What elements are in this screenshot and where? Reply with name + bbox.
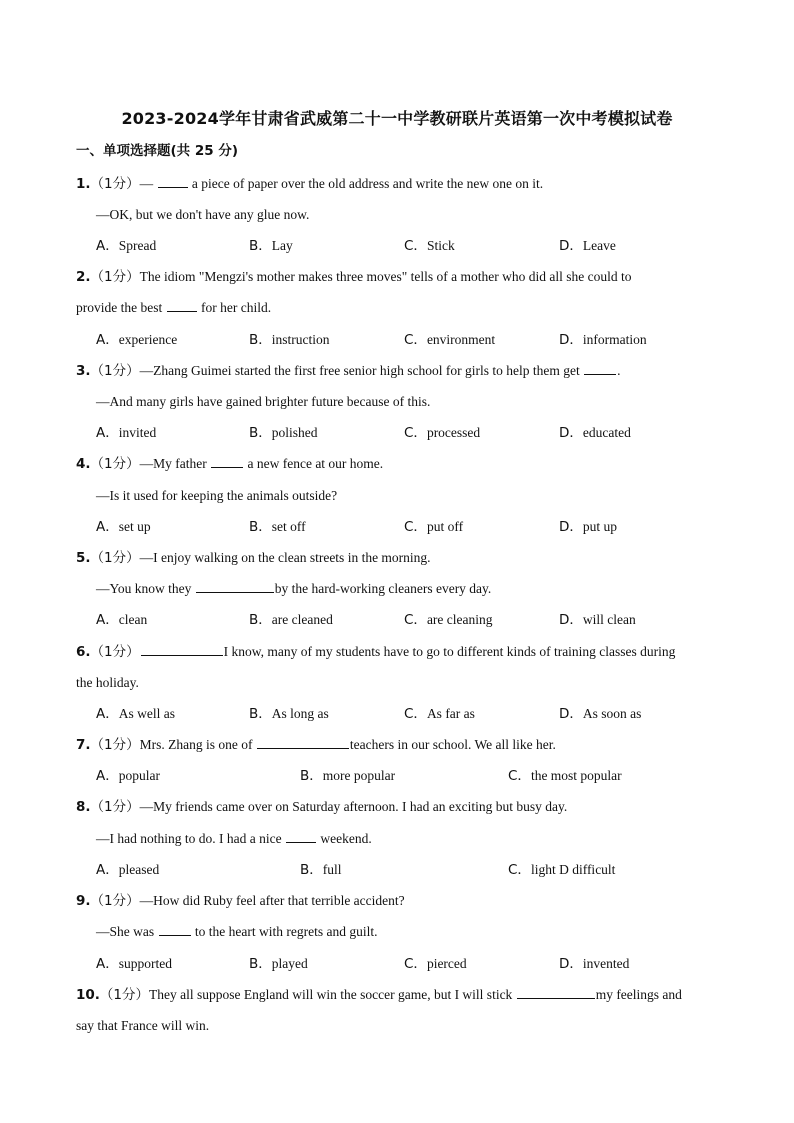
page-title: 2023-2024学年甘肃省武威第二十一中学教研联片英语第一次中考模拟试卷 bbox=[121, 109, 673, 128]
option-text: invited bbox=[118, 425, 157, 440]
option-text: more popular bbox=[322, 768, 396, 783]
option-text: processed bbox=[426, 425, 481, 440]
question-text: The idiom "Mengzi's mother makes three moves" tells of a mother who did all she could to bbox=[139, 269, 632, 284]
question-text: —I enjoy walking on the clean streets in the morning. bbox=[139, 550, 431, 565]
section-heading: 一、单项选择题(共 25 分) bbox=[76, 143, 239, 159]
option-text: popular bbox=[118, 768, 160, 783]
answer-option[interactable] bbox=[559, 331, 647, 349]
question-text: I know, many of my students have to go to different kinds of training classes during bbox=[223, 644, 676, 659]
question-text: the holiday. bbox=[76, 675, 139, 690]
question-line bbox=[96, 830, 372, 848]
option-letter: A． bbox=[96, 862, 119, 878]
answer-option[interactable] bbox=[300, 861, 342, 879]
question-score: （1分） bbox=[90, 456, 140, 472]
option-letter: C． bbox=[404, 519, 427, 535]
option-text: As far as bbox=[426, 706, 475, 721]
answer-blank[interactable] bbox=[257, 736, 349, 749]
answer-option[interactable] bbox=[404, 424, 480, 442]
question-text: —Zhang Guimei started the first free senior high school for girls to help them get bbox=[139, 363, 584, 378]
question-number: 10. bbox=[76, 987, 100, 1003]
question-line bbox=[96, 206, 309, 224]
question-text: —OK, but we don't have any glue now. bbox=[96, 207, 310, 222]
option-letter: D． bbox=[559, 519, 583, 535]
option-text: set up bbox=[118, 519, 151, 534]
question-line bbox=[76, 362, 621, 380]
question-number: 2. bbox=[76, 269, 91, 285]
answer-option[interactable] bbox=[559, 705, 641, 723]
answer-option[interactable] bbox=[559, 424, 631, 442]
option-text: full bbox=[322, 862, 342, 877]
question-text: provide the best bbox=[76, 300, 166, 315]
option-text: put off bbox=[426, 519, 464, 534]
option-letter: C． bbox=[404, 706, 427, 722]
answer-option[interactable] bbox=[249, 955, 308, 973]
option-letter: A． bbox=[96, 768, 119, 784]
option-text: set off bbox=[271, 519, 306, 534]
answer-blank[interactable] bbox=[211, 455, 243, 468]
question-line bbox=[76, 643, 675, 661]
question-text: —You know they bbox=[96, 581, 195, 596]
question-text: teachers in our school. We all like her. bbox=[349, 737, 556, 752]
answer-option[interactable] bbox=[96, 611, 147, 629]
option-letter: B． bbox=[249, 612, 272, 628]
question-text: for her child. bbox=[197, 300, 272, 315]
question-line bbox=[76, 299, 271, 317]
option-letter: D． bbox=[559, 706, 583, 722]
answer-option[interactable] bbox=[404, 705, 475, 723]
option-text: the most popular bbox=[530, 768, 622, 783]
option-text: environment bbox=[426, 332, 496, 347]
option-text: As well as bbox=[118, 706, 175, 721]
question-text: a new fence at our home. bbox=[244, 456, 384, 471]
question-line bbox=[76, 455, 383, 473]
answer-blank[interactable] bbox=[158, 175, 188, 188]
option-letter: A． bbox=[96, 956, 119, 972]
question-number: 4. bbox=[76, 456, 91, 472]
answer-option[interactable] bbox=[249, 331, 330, 349]
option-letter: B． bbox=[249, 519, 272, 535]
question-number: 7. bbox=[76, 737, 91, 753]
option-text: Spread bbox=[118, 238, 157, 253]
question-score: （1分） bbox=[90, 799, 140, 815]
question-score: （1分） bbox=[90, 893, 140, 909]
question-line bbox=[76, 892, 405, 910]
question-score: （1分） bbox=[99, 987, 150, 1003]
question-line bbox=[76, 175, 543, 193]
option-text: instruction bbox=[271, 332, 330, 347]
option-letter: A． bbox=[96, 425, 119, 441]
answer-option[interactable] bbox=[249, 705, 329, 723]
option-letter: C． bbox=[508, 768, 531, 784]
question-text: —I had nothing to do. I had a nice bbox=[96, 831, 285, 846]
question-line bbox=[76, 798, 567, 816]
question-text: —And many girls have gained brighter future because of this. bbox=[96, 394, 431, 409]
option-text: Lay bbox=[271, 238, 293, 253]
answer-option[interactable] bbox=[96, 767, 160, 785]
question-number: 6. bbox=[76, 644, 91, 660]
question-line bbox=[76, 549, 431, 567]
question-text: —She was bbox=[96, 924, 158, 939]
question-number: 9. bbox=[76, 893, 91, 909]
question-line bbox=[76, 1017, 209, 1035]
question-score: （1分） bbox=[90, 644, 140, 660]
option-letter: C． bbox=[404, 332, 427, 348]
option-text: Leave bbox=[582, 238, 616, 253]
answer-blank[interactable] bbox=[159, 923, 191, 936]
answer-option[interactable] bbox=[96, 518, 151, 536]
option-text: played bbox=[271, 956, 308, 971]
option-text: experience bbox=[118, 332, 178, 347]
option-letter: D． bbox=[559, 238, 583, 254]
option-letter: B． bbox=[249, 956, 272, 972]
answer-option[interactable] bbox=[300, 767, 395, 785]
answer-option[interactable] bbox=[96, 237, 156, 255]
option-letter: B． bbox=[249, 706, 272, 722]
answer-blank[interactable] bbox=[196, 580, 274, 593]
question-text: . bbox=[617, 363, 621, 378]
question-text: weekend. bbox=[316, 831, 372, 846]
option-text: Stick bbox=[426, 238, 455, 253]
option-text: supported bbox=[118, 956, 172, 971]
option-letter: D． bbox=[559, 332, 583, 348]
question-score: （1分） bbox=[90, 269, 140, 285]
answer-option[interactable] bbox=[559, 237, 616, 255]
question-score: （1分） bbox=[90, 550, 140, 566]
question-text: Mrs. Zhang is one of bbox=[139, 737, 256, 752]
option-text: put up bbox=[582, 519, 618, 534]
option-letter: A． bbox=[96, 519, 119, 535]
option-text: information bbox=[582, 332, 647, 347]
answer-option[interactable] bbox=[96, 705, 175, 723]
option-letter: A． bbox=[96, 238, 119, 254]
option-letter: B． bbox=[249, 332, 272, 348]
option-text: polished bbox=[271, 425, 318, 440]
question-text: —My friends came over on Saturday afternoon. I had an exciting but busy day. bbox=[139, 799, 568, 814]
question-text: —How did Ruby feel after that terrible accident? bbox=[139, 893, 405, 908]
answer-option[interactable] bbox=[508, 861, 615, 879]
answer-option[interactable] bbox=[508, 767, 622, 785]
question-line bbox=[76, 986, 682, 1004]
question-text: to the heart with regrets and guilt. bbox=[191, 924, 378, 939]
question-line bbox=[96, 487, 337, 505]
question-line bbox=[76, 674, 139, 692]
answer-option[interactable] bbox=[404, 237, 455, 255]
answer-option[interactable] bbox=[404, 518, 463, 536]
question-text: a piece of paper over the old address and write the new one on it. bbox=[188, 176, 544, 191]
option-letter: B． bbox=[249, 425, 272, 441]
question-line bbox=[96, 393, 430, 411]
question-text: —My father bbox=[139, 456, 211, 471]
question-score: （1分） bbox=[90, 737, 140, 753]
answer-option[interactable] bbox=[404, 955, 467, 973]
answer-option[interactable] bbox=[96, 331, 177, 349]
answer-option[interactable] bbox=[249, 424, 318, 442]
answer-option[interactable] bbox=[404, 331, 495, 349]
option-text: clean bbox=[118, 612, 148, 627]
option-letter: B． bbox=[249, 238, 272, 254]
option-letter: D． bbox=[559, 956, 583, 972]
answer-option[interactable] bbox=[404, 611, 493, 629]
option-letter: C． bbox=[404, 425, 427, 441]
option-letter: C． bbox=[404, 956, 427, 972]
question-score: （1分） bbox=[90, 363, 140, 379]
answer-blank[interactable] bbox=[167, 299, 197, 312]
answer-option[interactable] bbox=[559, 611, 636, 629]
option-letter: A． bbox=[96, 706, 119, 722]
answer-blank[interactable] bbox=[584, 362, 616, 375]
answer-option[interactable] bbox=[249, 237, 293, 255]
question-text: —Is it used for keeping the animals outside? bbox=[96, 488, 338, 503]
option-letter: A． bbox=[96, 612, 119, 628]
option-letter: D． bbox=[559, 612, 583, 628]
answer-option[interactable] bbox=[96, 424, 156, 442]
question-number: 3. bbox=[76, 363, 91, 379]
question-text: — bbox=[139, 176, 157, 191]
option-text: As long as bbox=[271, 706, 329, 721]
answer-option[interactable] bbox=[96, 861, 159, 879]
option-text: pierced bbox=[426, 956, 467, 971]
option-letter: C． bbox=[508, 862, 531, 878]
question-text: They all suppose England will win the soccer game, but I will stick bbox=[149, 987, 516, 1002]
question-line bbox=[96, 580, 491, 598]
option-text: As soon as bbox=[582, 706, 642, 721]
question-number: 1. bbox=[76, 176, 91, 192]
question-number: 5. bbox=[76, 550, 91, 566]
answer-option[interactable] bbox=[249, 518, 306, 536]
question-text: by the hard-working cleaners every day. bbox=[274, 581, 492, 596]
answer-option[interactable] bbox=[249, 611, 333, 629]
option-text: are cleaned bbox=[271, 612, 333, 627]
option-text: will clean bbox=[582, 612, 636, 627]
question-text: say that France will win. bbox=[76, 1018, 210, 1033]
option-letter: A． bbox=[96, 332, 119, 348]
option-text: are cleaning bbox=[426, 612, 493, 627]
answer-option[interactable] bbox=[96, 955, 172, 973]
option-letter: C． bbox=[404, 612, 427, 628]
option-text: light D difficult bbox=[530, 862, 616, 877]
option-text: educated bbox=[582, 425, 631, 440]
question-line bbox=[96, 923, 377, 941]
option-letter: C． bbox=[404, 238, 427, 254]
question-text: my feelings and bbox=[595, 987, 682, 1002]
answer-blank[interactable] bbox=[286, 830, 316, 843]
option-letter: B． bbox=[300, 862, 323, 878]
answer-option[interactable] bbox=[559, 955, 629, 973]
answer-blank[interactable] bbox=[517, 986, 595, 999]
question-score: （1分） bbox=[90, 176, 140, 192]
question-line bbox=[76, 736, 556, 754]
answer-option[interactable] bbox=[559, 518, 617, 536]
answer-blank[interactable] bbox=[141, 643, 223, 656]
option-letter: B． bbox=[300, 768, 323, 784]
question-number: 8. bbox=[76, 799, 91, 815]
option-text: pleased bbox=[118, 862, 160, 877]
option-text: invented bbox=[582, 956, 630, 971]
question-line bbox=[76, 268, 631, 286]
option-letter: D． bbox=[559, 425, 583, 441]
